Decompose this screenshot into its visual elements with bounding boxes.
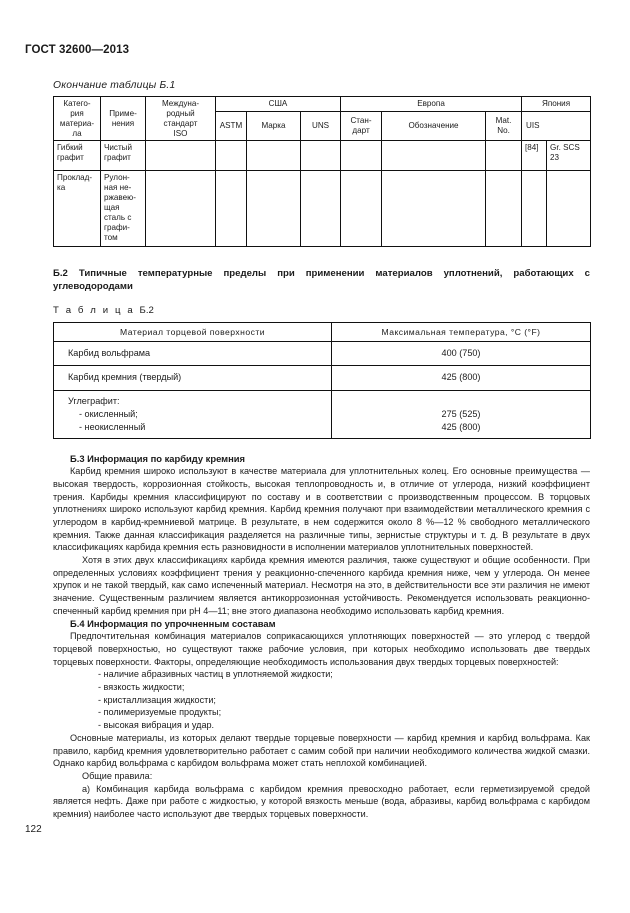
cell-iso	[146, 141, 216, 171]
cell-material: Карбид кремния (твердый)	[54, 366, 332, 390]
table-b2-body	[54, 342, 591, 439]
page-content	[53, 80, 590, 821]
col-group-europe: Европа	[341, 97, 522, 112]
material-name: Углеграфит:	[68, 395, 120, 406]
table-b1-caption: Окончание таблицы Б.1	[53, 80, 176, 91]
col-mat-no: Mat. No.	[486, 111, 522, 141]
section-b3-heading: Б.3 Информация по карбиду кремния	[70, 453, 246, 465]
cell-uns	[301, 171, 341, 247]
standard-header: ГОСТ 32600—2013	[25, 44, 130, 56]
temperature-value-1: 275 (525)	[441, 408, 481, 419]
table-b2-label-number: Б.2	[139, 305, 154, 317]
cell-japan-extra	[547, 171, 591, 247]
cell-application: Чистый графит	[101, 141, 146, 171]
col-max-temperature: Максимальная температура, °С (°F)	[332, 323, 591, 342]
table-b1-head	[54, 97, 591, 141]
section-b4-rules-label: Общие правила:	[82, 770, 153, 781]
cell-category: Гибкий графит	[54, 141, 101, 171]
col-uis: UIS	[522, 111, 591, 141]
material-sub-2: - неокисленный	[79, 422, 146, 432]
cell-uns	[301, 141, 341, 171]
table-row	[54, 171, 591, 247]
cell-marka	[247, 141, 301, 171]
table-b2-label	[53, 305, 590, 316]
table-b2	[53, 322, 591, 439]
section-b4	[53, 617, 590, 820]
cell-iso	[146, 171, 216, 247]
table-b1	[53, 96, 591, 247]
table-row	[54, 390, 591, 439]
col-group-japan: Япония	[522, 97, 591, 112]
col-surface-material: Материал торцевой поверхности	[54, 323, 332, 342]
col-group-usa: США	[216, 97, 341, 112]
table-row	[54, 342, 591, 366]
cell-marka	[247, 171, 301, 247]
cell-mat-no	[486, 141, 522, 171]
table-b2-head	[54, 323, 591, 342]
page-number: 122	[25, 824, 42, 835]
col-standard: Стан- дарт	[341, 111, 382, 141]
cell-standard	[341, 141, 382, 171]
table-b2-label-prefix: Т а б л и ц а	[53, 305, 140, 317]
col-marka: Марка	[247, 111, 301, 141]
list-item: - высокая вибрация и удар.	[98, 720, 215, 731]
table-b2-header-row	[54, 323, 591, 342]
cell-material	[54, 390, 332, 439]
table-b1-body	[54, 141, 591, 247]
list-item: - наличие абразивных частиц в уплотняемой жидкости;	[98, 669, 333, 680]
list-item: - кристаллизация жидкости;	[98, 694, 216, 705]
cell-application: Рулон- ная не- ржавею- щая сталь с графи- том	[101, 171, 146, 247]
table-row	[54, 366, 591, 390]
material-sub-1: - окисленный;	[79, 408, 138, 419]
section-b4-heading: Б.4 Информация по упрочненным составам	[70, 618, 276, 630]
table-b1-header-row-1	[54, 97, 591, 112]
cell-mat-no	[486, 171, 522, 247]
cell-japan-extra: Gr. SCS 23	[547, 141, 591, 171]
cell-astm	[216, 141, 247, 171]
list-item: - вязкость жидкости;	[98, 682, 185, 693]
section-b3-paragraph-1: Карбид кремния широко используют в качестве материала для уплотнительных колец. Его основные преимущества — высокая твердость, коррозионная стойкость, высокая теплопроводность и, в отличие от углерода, низкий коэффициент трения. Карбиды кремния классифицируют по составу и в соответствии с производственным процессом. В торцовых уплотнениях широко используют карбид кремния. Карбид кремния получают при взаимодействии металлического кремния с углеродом в карбид-кремниевой матрице. В результате, в нем содержится около 8 %—12 % свободного металлического кремния. Также данная классификация разделяется на различные типы, зернистые структуры и т. д. В результате в двух классификациях карбида кремния есть разновидности в исполнении материалов уплотнительных поверхностей.	[53, 466, 590, 553]
section-b3-paragraph-2: Хотя в этих двух классификациях карбида кремния имеются различия, также существуют и общие особенности. При определенных условиях коэффициент трения у реакционно-спеченного карбида кремния ниже, чем у углерода. Он менее хрупок и не такой твердый, как само испеченный материал. Несмотря на это, в действительности все эти различия не имеют значение. Существенным различием является антикоррозионная устойчивость. Рекомендуется использовать реакционно-спеченный карбид кремния при pH 4—11; вне этого диапазона необходимо использовать карбид кремния.	[53, 554, 590, 616]
col-astm: ASTM	[216, 111, 247, 141]
cell-astm	[216, 171, 247, 247]
col-iso-standard: Междуна- родный стандарт ISO	[146, 97, 216, 141]
cell-material: Карбид вольфрама	[54, 342, 332, 366]
section-b4-after-bullets: Основные материалы, из которых делают твердые торцевые поверхности — карбид кремния и карбид вольфрама. Как правило, карбид кремния удовлетворительно работает с самим собой при наличии необходимого количества жидкой смазки. Однако карбид вольфрама с карбидом вольфрама может стать неплохой комбинацией.	[53, 732, 590, 769]
cell-temperature: 425 (800)	[332, 366, 591, 390]
section-b2-heading: Б.2 Типичные температурные пределы при применении материалов уплотнений, работающих с углеводородами	[53, 268, 590, 293]
section-b4-intro: Предпочтительная комбинация материалов соприкасающихся уплотняющих поверхностей — это углерод с твердой торцевой поверхностью, но существуют также рабочие условия, при которых необходимо использовать две твердых торцевых поверхности. Факторы, определяющие необходимость использования двух твердых торцевых поверхностей:	[53, 631, 590, 667]
cell-designation	[382, 171, 486, 247]
section-b4-rule-a: а) Комбинация карбида вольфрама с карбидом кремния превосходно работает, если герметизируемой средой является нефть. Даже при работе с жидкостью, у которой вязкость меньше (вода, абразивы, карбид вольфрама с карбидом кремния) наиболее часто используют две твердых торцевых поверхности.	[53, 783, 590, 819]
cell-category: Проклад- ка	[54, 171, 101, 247]
cell-standard	[341, 171, 382, 247]
temperature-value-2: 425 (800)	[441, 421, 481, 432]
cell-uis	[522, 171, 547, 247]
cell-temperature	[332, 390, 591, 439]
cell-uis: [84]	[522, 141, 547, 171]
col-category: Катего- рия материа- ла	[54, 97, 101, 141]
cell-temperature: 400 (750)	[332, 342, 591, 366]
table-row	[54, 141, 591, 171]
col-uns: UNS	[301, 111, 341, 141]
col-application: Приме- нения	[101, 97, 146, 141]
section-b3	[53, 452, 590, 617]
cell-designation	[382, 141, 486, 171]
col-designation: Обозначение	[382, 111, 486, 141]
list-item: - полимеризуемые продукты;	[98, 707, 222, 718]
